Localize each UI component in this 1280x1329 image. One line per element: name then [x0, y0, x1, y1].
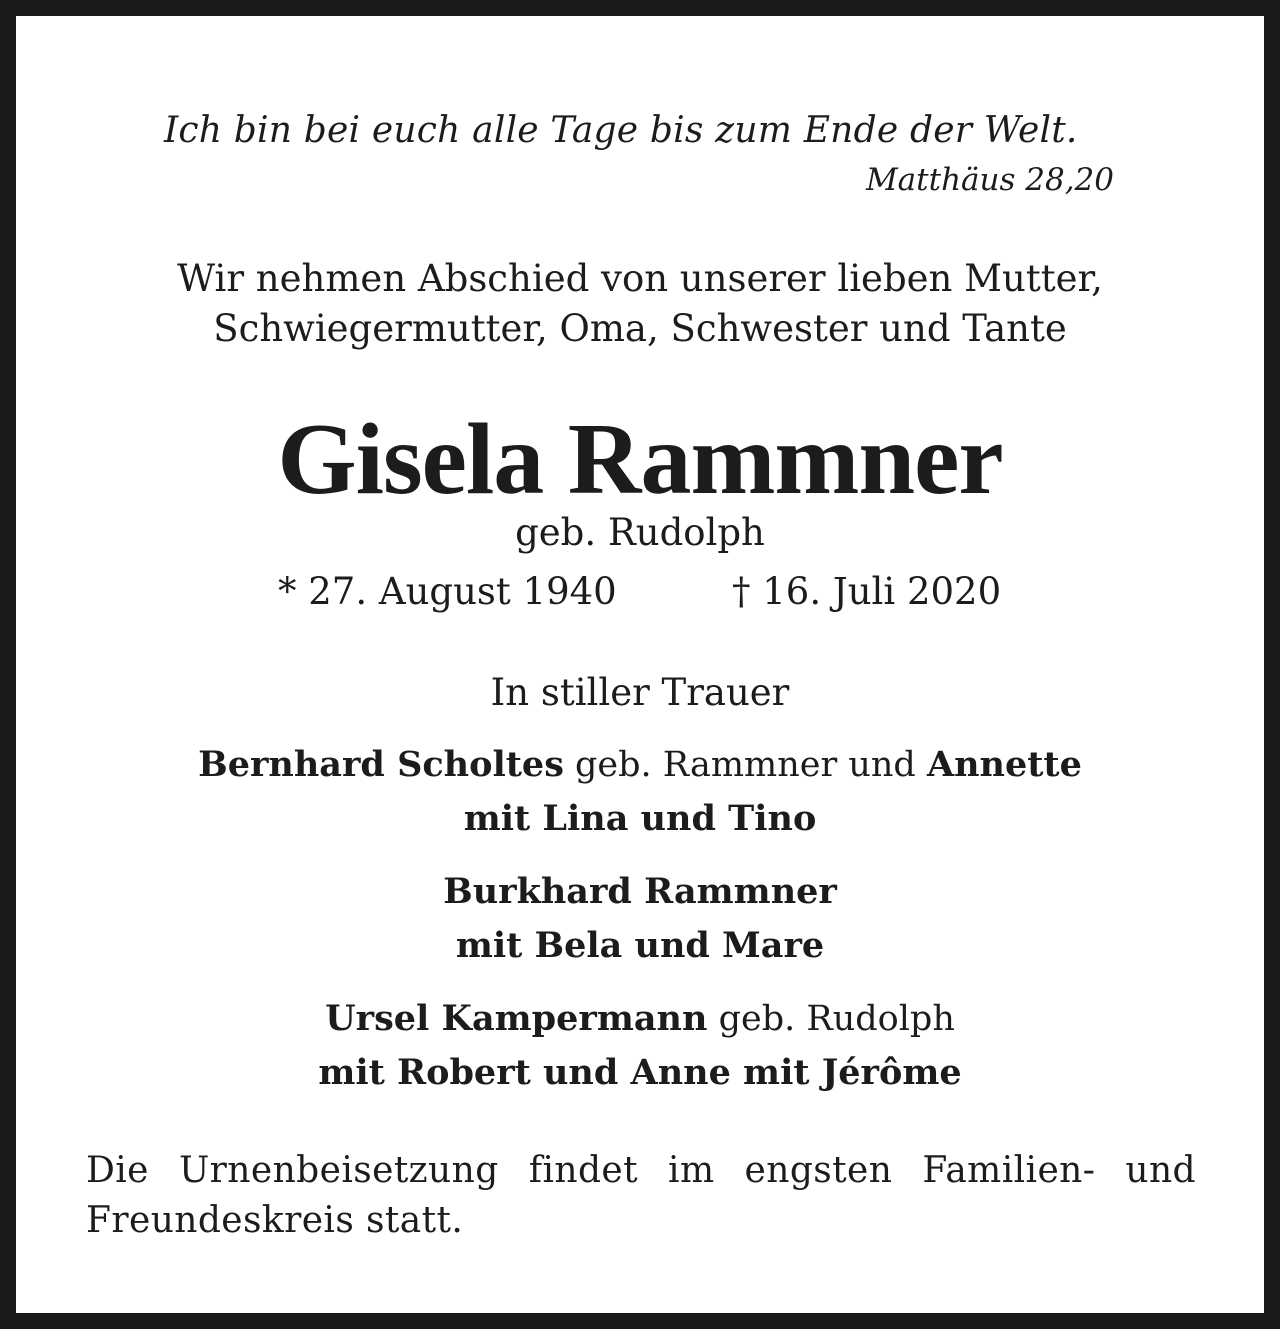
- closing-note: [86, 1146, 1196, 1246]
- family-children-line: mit Lina und Tino: [463, 798, 817, 839]
- death-date: † 16. Juli 2020: [732, 570, 1002, 613]
- maiden-name: geb. Rudolph: [515, 511, 765, 554]
- intro-line-2: Schwiegermutter, Oma, Schwester und Tante: [213, 307, 1067, 350]
- family-member-name: Ursel Kampermann: [325, 998, 708, 1039]
- family-children-line: mit Robert und Anne mit Jérôme: [318, 1052, 962, 1093]
- bible-verse: Ich bin bei euch alle Tage bis zum Ende der Welt.: [164, 110, 1078, 151]
- closing-line-1: Die Urnenbeisetzung findet im engsten Familien- und: [86, 1150, 1196, 1191]
- family-line: [16, 865, 1264, 919]
- family-member-name: Burkhard Rammner: [443, 871, 837, 912]
- deceased-name: Gisela Rammner: [277, 403, 1003, 516]
- family-note: geb. Rudolph: [707, 999, 955, 1039]
- intro-text: [16, 254, 1264, 354]
- family-group: [16, 738, 1264, 846]
- birth-date: * 27. August 1940: [278, 570, 617, 613]
- family-group: [16, 865, 1264, 973]
- mourning-line: In stiller Trauer: [490, 671, 790, 714]
- family-member-name: Bernhard Scholtes: [198, 744, 564, 785]
- family-group: [16, 992, 1264, 1100]
- intro-line-1: Wir nehmen Abschied von unserer lieben Mutter,: [177, 257, 1103, 300]
- family-line: [16, 992, 1264, 1046]
- family-partner-name: Annette: [926, 744, 1082, 785]
- family-note: geb. Rammner und: [563, 745, 927, 785]
- family-children-line: mit Bela und Mare: [455, 925, 825, 966]
- closing-line-2: Freundeskreis statt.: [86, 1200, 464, 1241]
- family-line: [16, 738, 1264, 792]
- verse-reference: Matthäus 28,20: [865, 162, 1114, 198]
